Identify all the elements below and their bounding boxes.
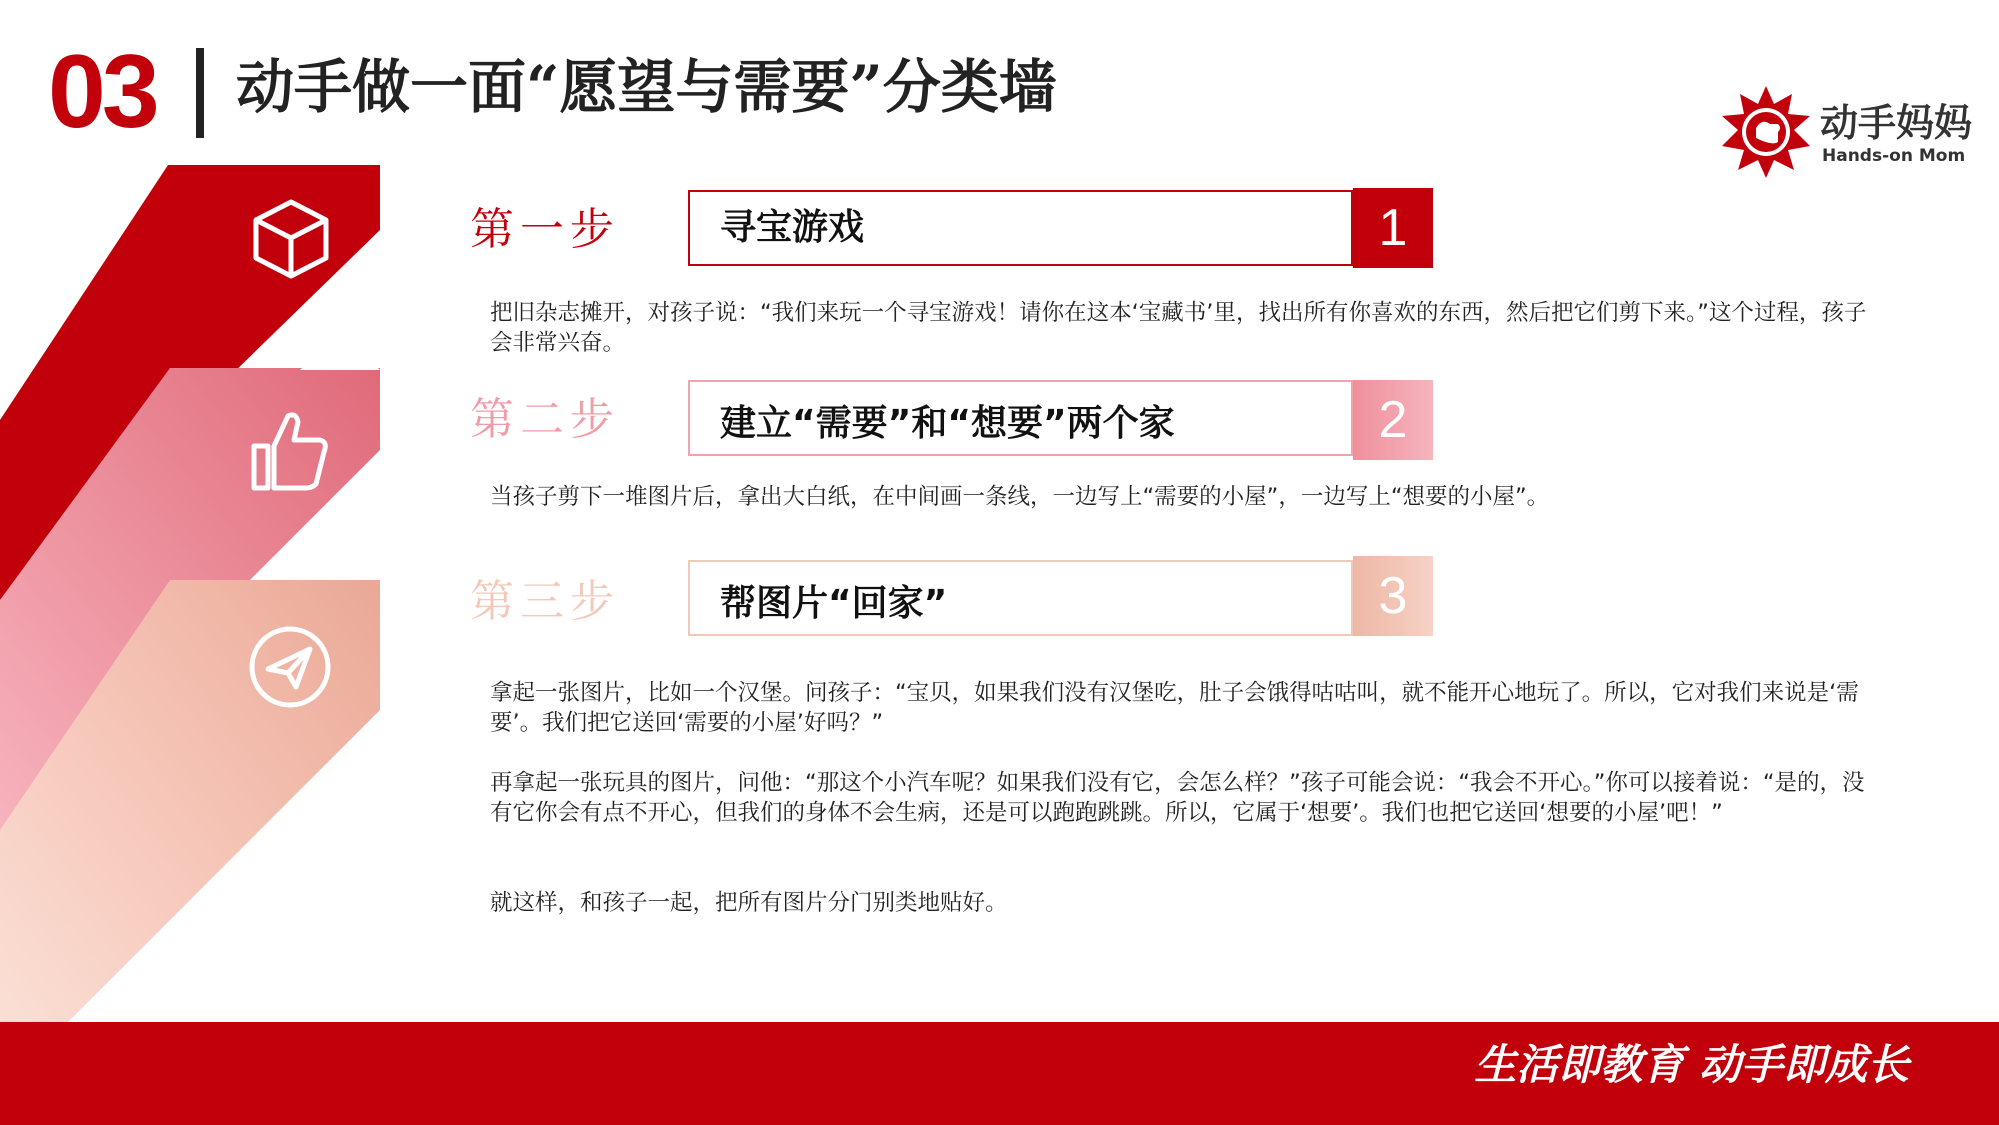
section-number: 03 — [48, 34, 156, 150]
step-1-name: 寻宝游戏 — [720, 207, 865, 248]
step-1-box — [688, 190, 1353, 266]
step-2-box — [688, 380, 1353, 456]
footer-slogan: 生活即教育 动手即成长 — [1474, 1040, 1909, 1089]
step-1-label: 第一步 — [470, 204, 620, 255]
thumbs-up-icon — [250, 408, 330, 494]
paper-plane-icon — [248, 625, 332, 709]
step-3-name: 帮图片“回家” — [720, 583, 948, 624]
step-arrows — [0, 0, 400, 1125]
logo-name: 动手妈妈 — [1820, 101, 1973, 145]
step-3-text-3: 就这样，和孩子一起，把所有图片分门别类地贴好。 — [490, 890, 1008, 916]
step-3-text-2: 再拿起一张玩具的图片，问他：“那这个小汽车呢？如果我们没有它，会怎么样？”孩子可能会说：“我会不开心。”你可以接着说：“是的，没有它你会有点不开心，但我们的身体不会生病，还是可以跑跑跳跳。所以，它属于‘想要’。我们也把它送回‘想要的小屋’吧！” — [490, 770, 1865, 826]
step-3-number: 3 — [1353, 556, 1433, 636]
step-2-number: 2 — [1353, 380, 1433, 460]
page-title: 动手做一面“愿望与需要”分类墙 — [236, 53, 1057, 121]
logo-subtitle: Hands-on Mom — [1822, 146, 1966, 166]
step-3-text-1: 拿起一张图片，比如一个汉堡。问孩子：“宝贝，如果我们没有汉堡吃，肚子会饿得咕咕叫，就不能开心地玩了。所以，它对我们来说是‘需要’。我们把它送回‘需要的小屋’好吗？” — [490, 680, 1859, 736]
step-2-name: 建立“需要”和“想要”两个家 — [720, 403, 1175, 444]
step-1-number: 1 — [1353, 188, 1433, 268]
step-3-box — [688, 560, 1353, 636]
step-2-label: 第二步 — [470, 394, 620, 445]
logo-sun-icon — [1722, 86, 1810, 178]
step-1-text: 把旧杂志摊开，对孩子说：“我们来玩一个寻宝游戏！请你在这本‘宝藏书’里，找出所有你喜欢的东西，然后把它们剪下来。”这个过程，孩子会非常兴奋。 — [490, 300, 1867, 356]
step-3-label: 第三步 — [470, 576, 620, 627]
step-2-text: 当孩子剪下一堆图片后，拿出大白纸，在中间画一条线，一边写上“需要的小屋”，一边写上“想要的小屋”。 — [490, 484, 1550, 510]
cube-icon — [250, 198, 332, 280]
